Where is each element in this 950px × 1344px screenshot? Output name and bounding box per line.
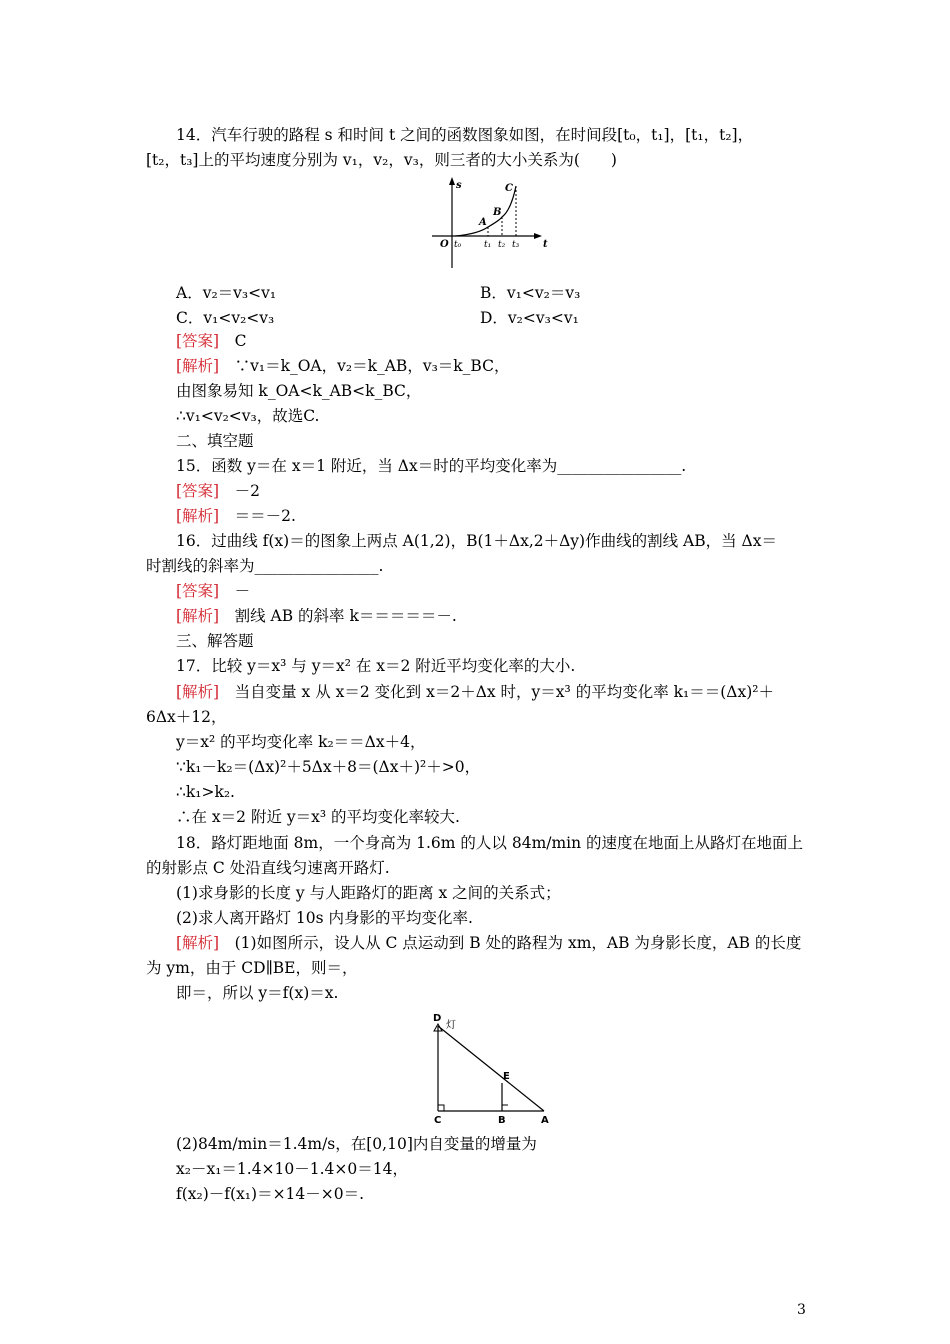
q16-line1: 16．过曲线 f(x)＝的图象上两点 A(1,2)，B(1＋Δx,2＋Δy)作曲线的割线 AB，当 Δx＝: [176, 532, 777, 550]
answer-text: －: [219, 582, 251, 600]
q18-line2: 的射影点 C 处沿直线匀速离开路灯.: [146, 859, 390, 877]
analysis-text: 割线 AB 的斜率 k＝＝＝＝＝－.: [219, 607, 457, 625]
graph-label-s: s: [456, 180, 462, 191]
q17-analysis-line6: ∴在 x＝2 附近 y＝x³ 的平均变化率较大.: [176, 808, 460, 826]
answer-tag: [答案]: [176, 582, 220, 600]
q17-text: 17．比较 y＝x³ 与 y＝x² 在 x＝2 附近平均变化率的大小.: [176, 657, 576, 675]
label-lamp: 灯: [446, 1020, 456, 1031]
analysis-text: (1)如图所示，设人从 C 点运动到 B 处的路程为 xm，AB 为身影长度，AB 的长度: [219, 934, 802, 952]
q14-analysis-line2: 由图象易知 k_OA<k_AB<k_BC，: [176, 382, 422, 400]
q18-analysis-line2: 为 ym，由于 CD∥BE，则＝，: [146, 959, 358, 977]
graph-y-arrow: [449, 177, 455, 185]
section-fill-blank: 二、填空题: [176, 432, 254, 450]
answer-tag: [答案]: [176, 482, 220, 500]
analysis-tag: [解析]: [176, 683, 220, 701]
q18-analysis-line4: (2)84m/min＝1.4m/s，在[0,10]内自变量的增量为: [176, 1135, 537, 1153]
label-d: D: [433, 1013, 442, 1024]
q14-graph: [418, 176, 558, 272]
analysis-tag: [解析]: [176, 934, 220, 952]
label-c: C: [434, 1115, 442, 1126]
q16-line2: 时割线的斜率为________________.: [146, 557, 384, 575]
analysis-tag: [解析]: [176, 357, 220, 375]
analysis-text: ＝＝－2.: [219, 507, 296, 525]
q18-analysis-line5: x₂－x₁＝1.4×10－1.4×0＝14，: [176, 1160, 408, 1178]
q14-option-c: C．v₁<v₂<v₃: [176, 309, 275, 327]
q18-analysis: [176, 932, 801, 954]
q17-analysis-line2: 6Δx＋12，: [146, 708, 227, 726]
q15-answer: [176, 480, 260, 502]
graph-label-t: t: [543, 239, 548, 250]
graph-point-c: C: [505, 183, 513, 194]
label-a: A: [541, 1115, 549, 1126]
q17-analysis-line5: ∴k₁>k₂.: [176, 783, 235, 801]
analysis-text: 当自变量 x 从 x＝2 变化到 x＝2＋Δx 时，y＝x³ 的平均变化率 k₁＝＝(Δx)²＋: [219, 683, 774, 701]
q14-line1: 14．汽车行驶的路程 s 和时间 t 之间的函数图象如图，在时间段[t₀，t₁]，[t₁，t₂]，: [176, 126, 754, 144]
q18-part2: (2)求人离开路灯 10s 内身影的平均变化率.: [176, 909, 473, 927]
graph-point-b: B: [493, 207, 502, 218]
right-angle-c: [438, 1105, 444, 1111]
q17-analysis-line3: y＝x² 的平均变化率 k₂＝＝Δx＋4，: [176, 733, 426, 751]
light-ray: [438, 1026, 544, 1111]
graph-tick-t0: t₀: [454, 240, 462, 250]
answer-tag: [答案]: [176, 332, 220, 350]
page-number: 3: [797, 1302, 806, 1318]
q14-analysis: [176, 355, 509, 377]
q18-lamp-figure: [424, 1012, 554, 1128]
answer-text: －2: [219, 482, 260, 500]
q16-analysis: [176, 605, 457, 627]
q17-analysis: [176, 681, 774, 703]
q18-line1: 18．路灯距地面 8m，一个身高为 1.6m 的人以 84m/min 的速度在地面上从路灯在地面上: [176, 834, 804, 852]
label-b: B: [498, 1115, 506, 1126]
q16-answer: [176, 580, 250, 602]
q14-option-d: D．v₂<v₃<v₁: [480, 309, 579, 327]
q15-analysis: [176, 505, 296, 527]
q14-answer: [176, 330, 246, 352]
section-answer: 三、解答题: [176, 632, 254, 650]
graph-label-o: O: [440, 239, 449, 250]
q14-analysis-line3: ∴v₁<v₂<v₃，故选C.: [176, 407, 320, 425]
analysis-tag: [解析]: [176, 607, 220, 625]
q18-part1: (1)求身影的长度 y 与人距路灯的距离 x 之间的关系式；: [176, 884, 561, 902]
analysis-text: ∵v₁＝k_OA，v₂＝k_AB，v₃＝k_BC，: [219, 357, 510, 375]
analysis-tag: [解析]: [176, 507, 220, 525]
graph-x-arrow: [534, 233, 542, 239]
graph-tick-t3: t₃: [512, 240, 520, 250]
q15-text: 15．函数 y＝在 x＝1 附近，当 Δx＝时的平均变化率为________________.: [176, 457, 687, 475]
q14-option-b: B．v₁<v₂＝v₃: [480, 284, 581, 302]
q18-analysis-line6: f(x₂)－f(x₁)＝×14－×0＝.: [176, 1185, 365, 1203]
q18-analysis-line3: 即＝，所以 y＝f(x)＝x.: [176, 984, 339, 1002]
q14-line2: [t₂，t₃]上的平均速度分别为 v₁，v₂，v₃，则三者的大小关系为( ): [146, 151, 617, 169]
q17-analysis-line4: ∵k₁－k₂＝(Δx)²＋5Δx＋8＝(Δx＋)²＋>0，: [176, 758, 481, 776]
graph-tick-t2: t₂: [498, 240, 506, 250]
graph-tick-t1: t₁: [484, 240, 492, 250]
label-e: E: [503, 1071, 510, 1082]
graph-point-a: A: [479, 217, 487, 228]
q14-option-a: A．v₂＝v₃<v₁: [176, 284, 277, 302]
answer-text: C: [219, 332, 247, 350]
